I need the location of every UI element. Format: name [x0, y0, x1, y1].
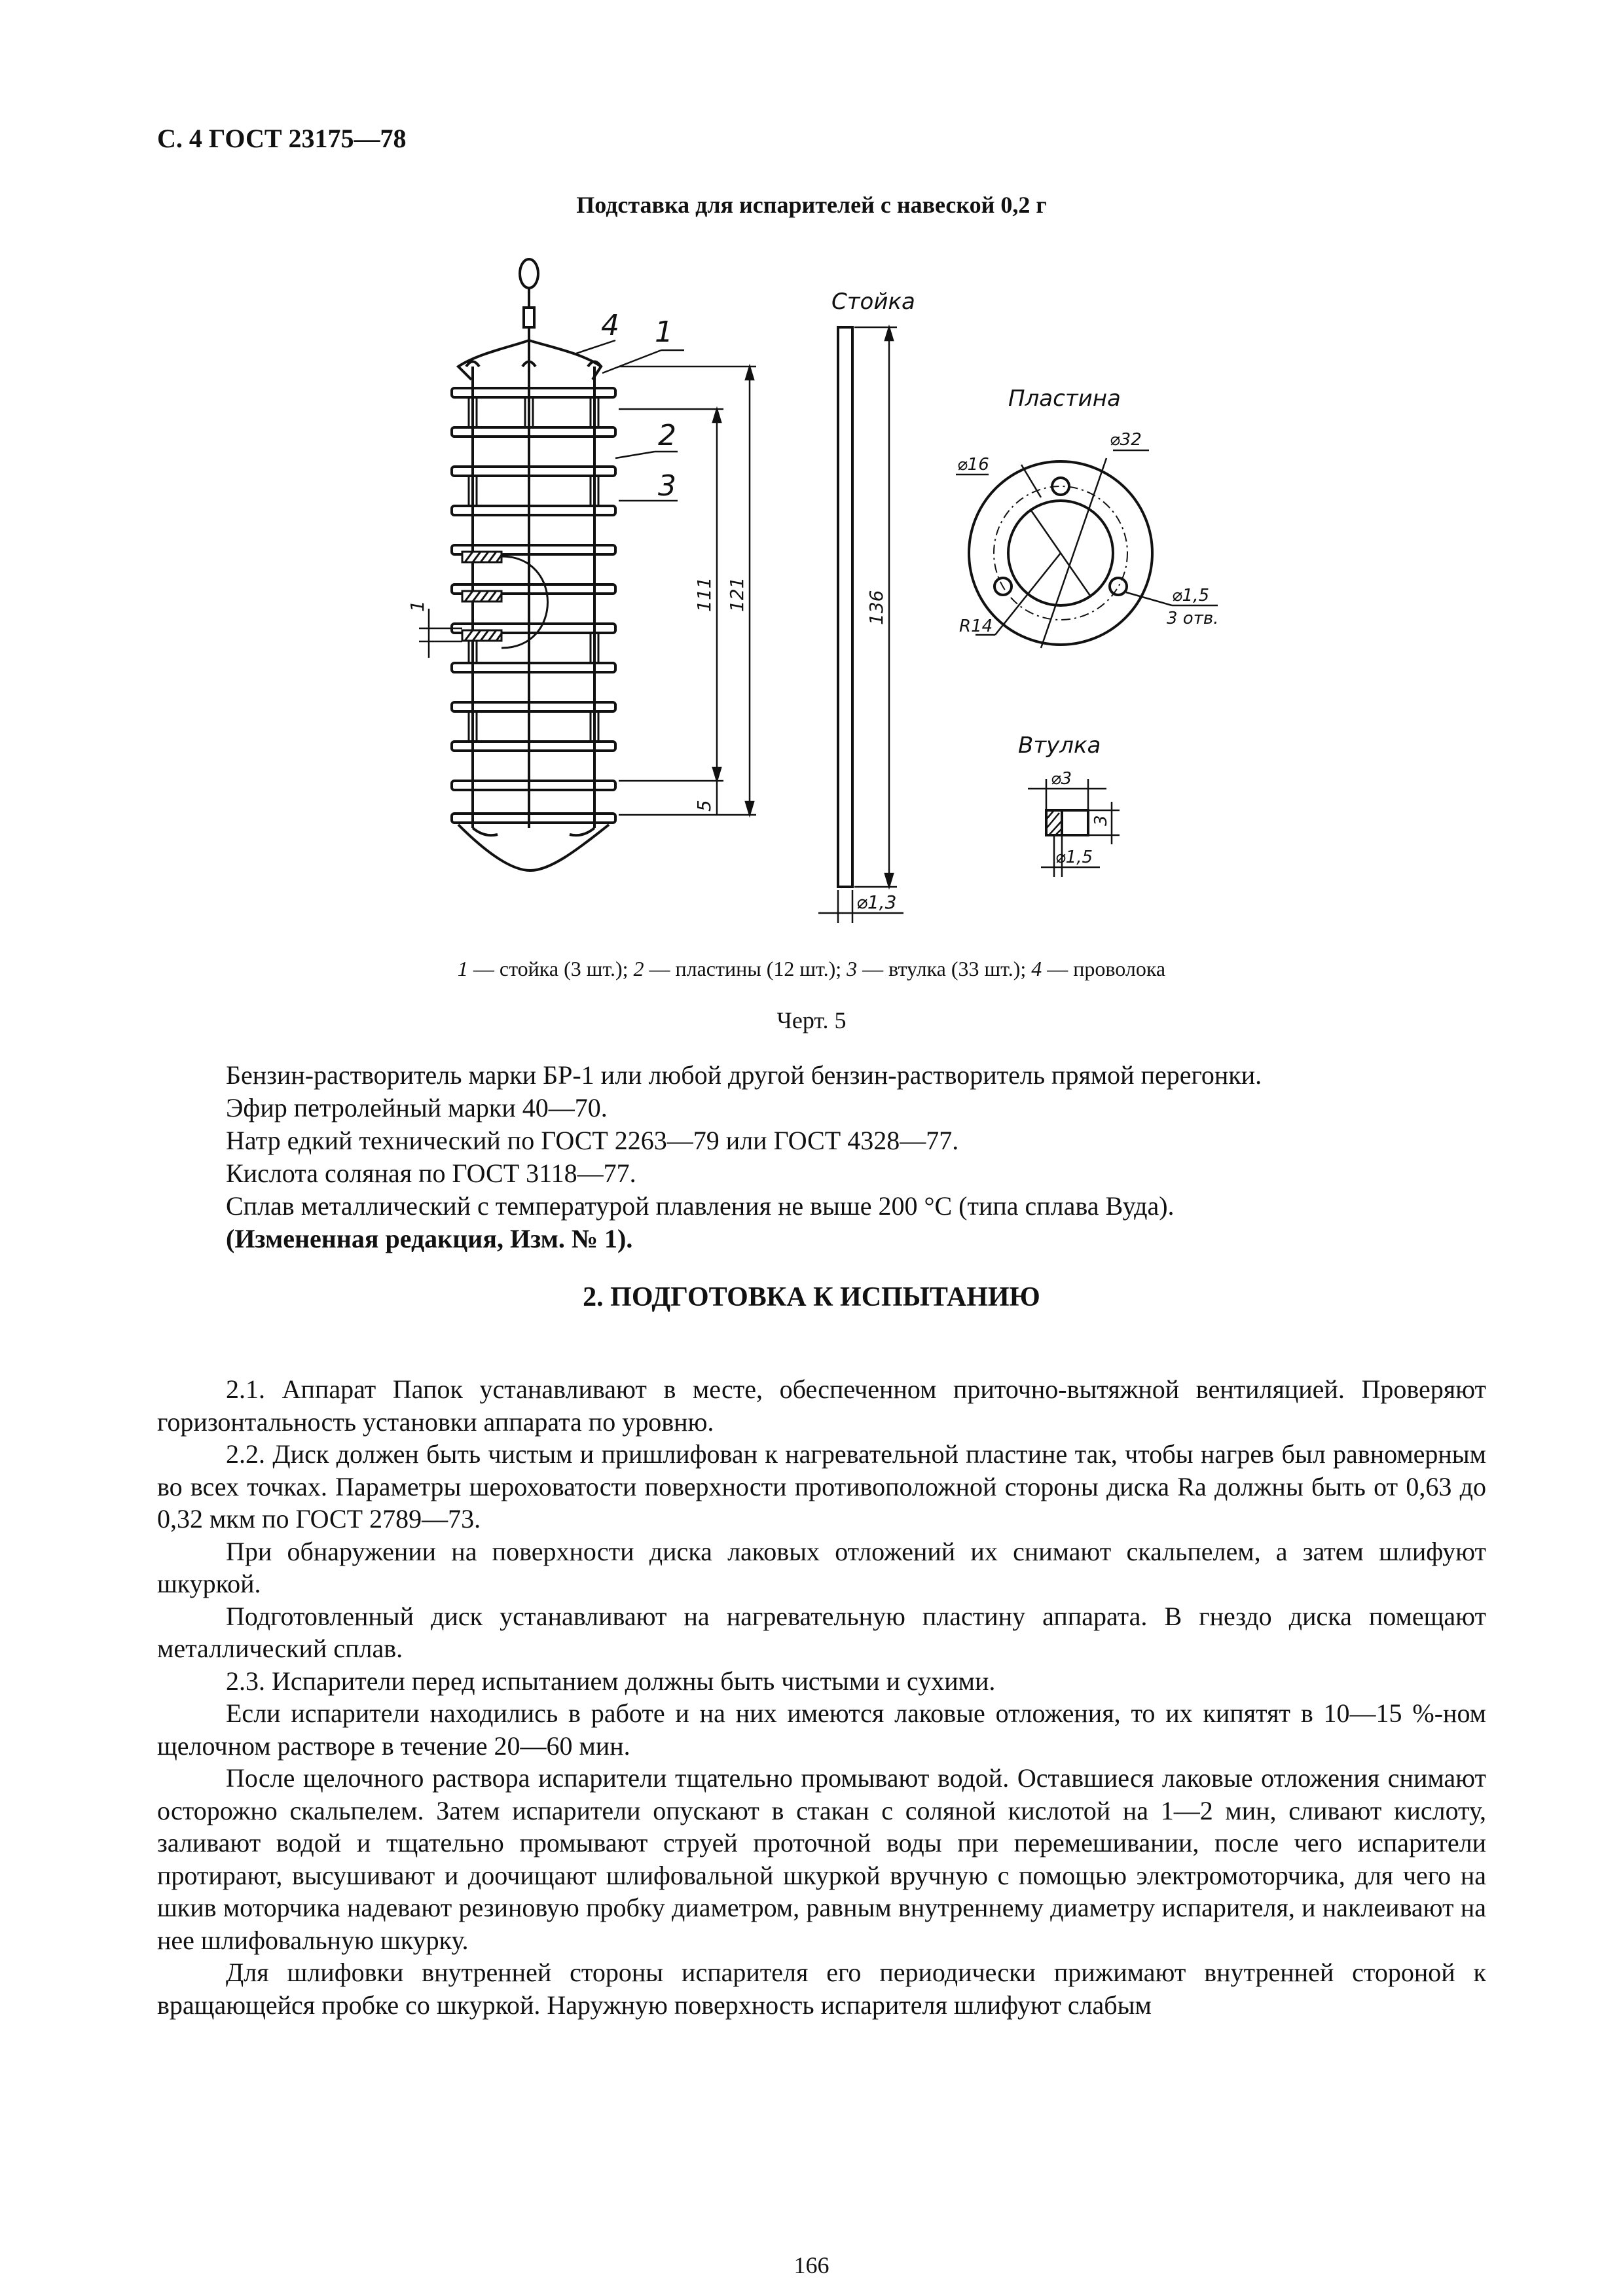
- dim-d16-label: ⌀16: [957, 455, 989, 475]
- legend-text-4: — проволока: [1042, 957, 1166, 980]
- paragraph: Если испарители находились в работе и на них имеются лаковые отложения, то их кипятят в 10—15 %-ном щелочном растворе в течение 20—60 мин.: [157, 1698, 1486, 1761]
- legend-num-3: 3: [847, 957, 858, 980]
- dim-r14-label: R14: [959, 617, 993, 636]
- dim-121-label: 121: [726, 577, 748, 612]
- material-item: Эфир петролейный марки 40—70.: [226, 1093, 608, 1122]
- technical-drawing: [0, 0, 1623, 956]
- callout-2: 2: [658, 419, 676, 452]
- dim-111-label: 111: [693, 577, 715, 612]
- figure-caption: Черт. 5: [776, 1007, 847, 1033]
- callout-3: 3: [658, 469, 676, 503]
- legend-num-1: 1: [457, 957, 468, 980]
- figure-title: Подставка для испарителей с навеской 0,2 г: [576, 192, 1047, 218]
- holes-label: 3 отв.: [1167, 609, 1219, 628]
- page-header: С. 4 ГОСТ 23175—78: [157, 124, 407, 153]
- section-title: 2. ПОДГОТОВКА К ИСПЫТАНИЮ: [583, 1282, 1040, 1312]
- legend-num-4: 4: [1031, 957, 1042, 980]
- material-item: Кислота соляная по ГОСТ 3118—77.: [226, 1158, 636, 1188]
- label-vtulka: Втулка: [1018, 732, 1101, 759]
- legend-text-1: — стойка (3 шт.);: [467, 957, 634, 980]
- paragraph: 2.1. Аппарат Папок устанавливают в месте, обеспеченном приточно-вытяжной вентиляцией. Проверяют горизонтальность установки аппарата по уровню.: [157, 1374, 1486, 1437]
- materials-list: [226, 1059, 1486, 1255]
- dim-d15-label: ⌀1,5: [1172, 586, 1210, 605]
- callout-1: 1: [655, 315, 673, 349]
- dim-d13-label: ⌀1,3: [856, 891, 897, 913]
- dim-136-label: 136: [866, 590, 887, 625]
- body-text: [157, 1373, 1486, 2021]
- label-plastina: Пластина: [1008, 386, 1121, 412]
- dim-d15b-label: ⌀1,5: [1055, 848, 1093, 867]
- amendment-note: (Измененная редакция, Изм. № 1).: [226, 1224, 633, 1253]
- paragraph: При обнаружении на поверхности диска лаковых отложений их снимают скальпелем, а затем шлифуют шкуркой.: [157, 1536, 1486, 1598]
- plates: [452, 388, 615, 823]
- stand-assembly: [452, 259, 615, 870]
- dim-d3-label: ⌀3: [1051, 769, 1072, 789]
- page-number: 166: [793, 2252, 830, 2278]
- material-item: Бензин-растворитель марки БР-1 или любой другой бензин-растворитель прямой перегонки.: [226, 1060, 1262, 1090]
- dim-1-label: 1: [407, 600, 428, 612]
- legend-text-3: — втулка (33 шт.);: [857, 957, 1032, 980]
- paragraph: Подготовленный диск устанавливают на нагревательную пластину аппарата. В гнездо диска помещают металлический сплав.: [157, 1601, 1486, 1663]
- dim-d32-label: ⌀32: [1110, 430, 1142, 450]
- dim-h3-label: 3: [1091, 815, 1111, 826]
- callout-4: 4: [601, 309, 619, 342]
- paragraph: После щелочного раствора испарители тщательно промывают водой. Оставшиеся лаковые отложения снимают осторожно скальпелем. Затем испарители опускают в стакан с соляной кислотой на 1—2 мин, сливают кислоту, заливают водой и тщательно промывают струей проточной воды при перемешивании, после чего испарители протирают, высушивают и доочищают шлифовальной шкуркой вручную с помощью электромоторчика, для чего на шкив моторчика надевают резиновую пробку диаметром, равным внутреннему диаметру испарителя, и наклеивают на нее шлифовальную шкурку.: [157, 1763, 1486, 1955]
- material-item: Сплав металлический с температурой плавления не выше 200 °С (типа сплава Вуда).: [226, 1191, 1175, 1221]
- paragraph: 2.2. Диск должен быть чистым и пришлифован к нагревательной пластине так, чтобы нагрев был равномерным во всех точках. Параметры шероховатости поверхности противоположной стороны диска Ra должны быть от 0,63 до 0,32 мкм по ГОСТ 2789—73.: [157, 1439, 1486, 1534]
- paragraph: 2.3. Испарители перед испытанием должны быть чистыми и сухими.: [226, 1666, 996, 1696]
- paragraph: Для шлифовки внутренней стороны испарителя его периодически прижимают внутренней стороной к вращающейся пробке со шкуркой. Наружную поверхность испарителя шлифуют слабым: [157, 1958, 1486, 2020]
- material-item: Натр едкий технический по ГОСТ 2263—79 или ГОСТ 4328—77.: [226, 1126, 959, 1155]
- label-stoika: Стойка: [831, 289, 915, 315]
- legend-num-2: 2: [633, 957, 644, 980]
- dim-5-label: 5: [693, 800, 715, 812]
- post-drawing: [818, 327, 903, 923]
- figure-legend: [0, 957, 1623, 981]
- legend-text-2: — пластины (12 шт.);: [644, 957, 847, 980]
